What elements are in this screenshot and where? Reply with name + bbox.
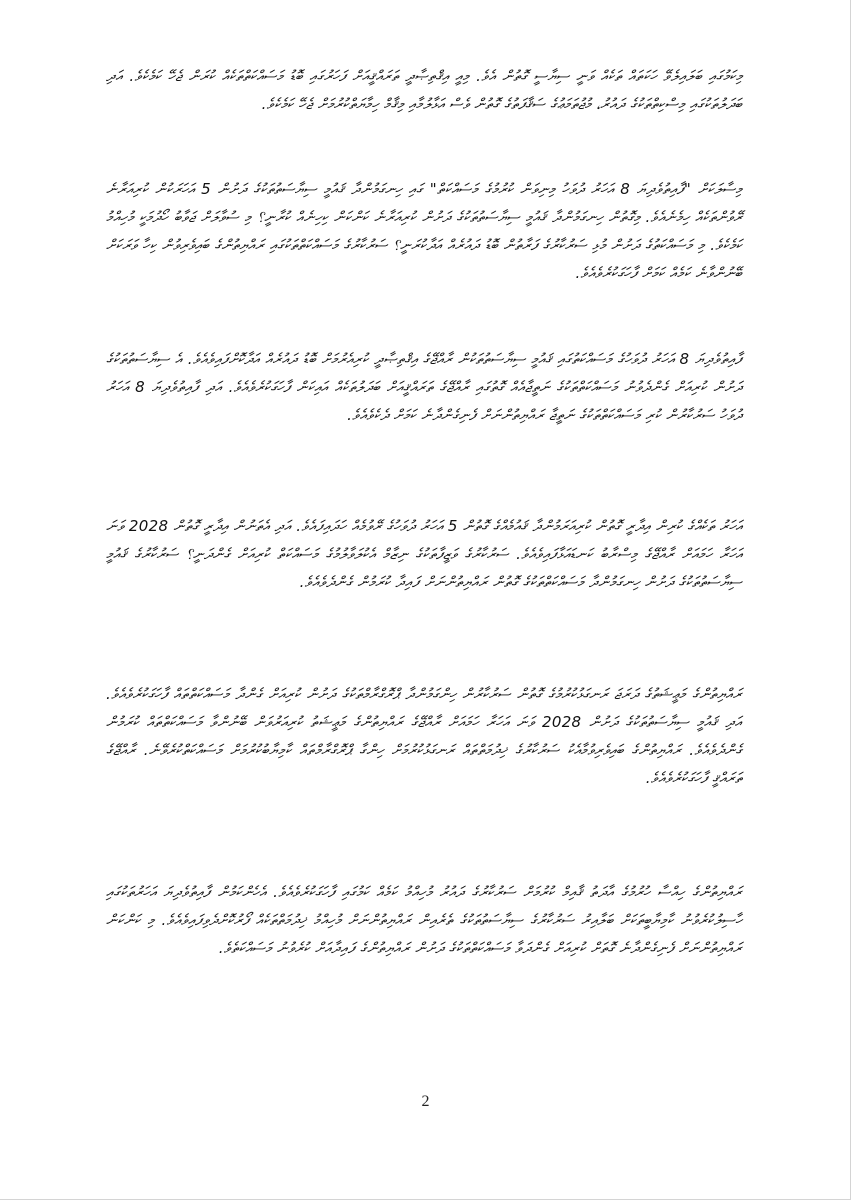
paragraph-2: މިސާލަކަށް "ފާއިތުވެދިޔަ 8 އަހަރު ދުވަހު މިނިވަން ކުރުމުގެ މަސައްކަތް" ގައި ހިނގަމުންދާ ޤައުމީ ސިޔާސަތުތަކުގެ ދަށުން 5 އަހަރަކުން ކުރިއަރާނެ ރޭވުންތަކެއް ހިމެނެއެވެ. މިގޮތުން ހިނގަމުންދާ ޤައުމީ ސިޔާސަތުތަކުގެ ދަށުން ކުރިއަރާނެ ކަންކަން ކިހިނެއް ކުރާނީ؟ މި ސުވާލަށް ޖަވާބު ހޯދުމަކީ މުހިއްމު ކަމެކެވެ. މި މަސައްކަތުގެ ދަށުން މުޅި ސަރުކާރުގެ ފަރާތުން ބޮޑު ދައުރެއް އަދާކުރަނީ؟ ސަރުކާރުގެ މަސައްކަތްތަކުގައި ރައްޔިތުންގެ ބައިވެރިވުން ކިހާ ވަރަކަށް ބޭނުންވާނެ ކަމެއް ކަމަށް ފާހަގަކުރެވެއެވެ. bbox=[106, 180, 742, 282]
page-number: 2 bbox=[421, 1093, 430, 1110]
paragraph-1: މިކަމުގައި ބަލައިލެވޭ ހަކަތައް ތަކެއް ވަނީ ސިޔާސީ ގޮތުން އެވެ. މިއީ އިޤްތިޞާދީ ތަރައްޤީއަށް ފަހަރުގައި ބޮޑު މަސައްކަތްތަކެއް ކުރަން ޖެހޭ ކަމެކެވެ. އަދި ބަދަލުތަކުގައި މިސްކިތްތަކުގެ ދައުރު، މުޖުތަމަޢުގެ ސަޤާފަތުގެ ގޮތުން ވެސް އަޅާލުމާއި މިޤާމް ހިމާޔަތްކުރުމަށް ޖެހޭ ކަމެކެވެ. bbox=[106, 67, 742, 113]
paragraph-6: ރައްޔިތުންގެ ހިއްސާ ހުރުމުގެ އާދަތު ޤާއިމް ކުރުމަށް ސަރުކާރުގެ ދައުރު މުހިއްމު ކަމެއް ކަމުގައި ފާހަގަކުރެވެއެވެ. އެހެންކަމުން ފާއިތުވެދިޔަ އަހަރުތަކުގައި ހާސިލުކުރެވުނު ކާމިޔާބީތަކަށް ބަލާއިރު ސަރުކާރުގެ ސިޔާސަތުތަކުގެ ތެރެއިން ރައްޔިތުންނަށް މުހިއްމު ޚިދުމަތްތަކެއް ފޯރުކޮށްދެވިފައިވެއެވެ. މި ކަންކަން ރައްޔިތުންނަށް ފެނިގެންދާނެ ގޮތަށް ކުރިއަށް ގެންދަވާ މަސައްކަތްތަކުގެ ދަށުން ރައްޔިތުންގެ ފައިދާއަށް ކުރެވުނު މަސައްކަތެވެ. bbox=[106, 883, 742, 957]
paragraph-5: ރައްޔިތުންގެ މަޢީޝަތުގެ ދަރަޖަ ރަނގަޅުކުރުމުގެ ގޮތުން ސަރުކާރުން ހިންގަމުންދާ ޕްރޮގްރާމްތަކުގެ ދަށުން ކުރިއަށް ގެންދާ މަސައްކަތްތައް ފާހަގަކުރެވެއެވެ. އަދި ޤައުމީ ސިޔާސަތުތަކުގެ ދަށުން 2028 ވަނަ އަހަރާ ހަމައަށް ރާއްޖޭގެ ރައްޔިތުންގެ މަޢީޝަތު ކުރިއަރުވަން ބޭނުންވާ މަސައްކަތްތައް ކުރަމުން ގެންދެވެއެވެ. ރައްޔިތުންގެ ބައިވެރިވުމާއެކު ސަރުކާރުގެ ޚިދުމަތްތައް ރަނގަޅުކުރުމަށް ހިންގާ ޕްރޮގްރާމްތައް ކާމިޔާބުކުރުމަށް މަސައްކަތްކުރެވޭނެ. ރާއްޖޭގެ ތަރައްޤީ ފާހަގަކުރެވެއެވެ. bbox=[106, 685, 742, 787]
paragraph-3: ފާއިތުވެދިޔަ 8 އަހަރު ދުވަހުގެ މަސައްކަތުގައި ޤައުމީ ސިޔާސަތުތަކުން ރާއްޖޭގެ އިޤްތިޞާދީ ކުރިއެރުމަށް ބޮޑު ދައުރެއް އަދާކޮށްފައިވެއެވެ. އެ ސިޔާސަތުތަކުގެ ދަށުން ކުރިއަށް ގެންދެވުނު މަސައްކަތްތަކުގެ ނަތީޖާއެއް ގޮތުގައި ރާއްޖޭގެ ތަރައްޤީއަށް ބަދަލުތަކެއް އައިކަން ފާހަގަކުރެވެއެވެ. އަދި ފާއިތުވެދިޔަ 8 އަހަރު ދުވަހު ސަރުކާރުން ކުރި މަސައްކަތްތަކުގެ ނަތީޖާ ރައްޔިތުންނަށް ފެނިގެންދާނެ ކަމަށް ދެކެވެއެވެ. bbox=[106, 350, 742, 424]
paragraph-4: އަހަރު ތަކެއްގެ ކުރިން އިދާރީ ގޮތުން ކުރިއަރަމުންދާ ޤައުމެއްގެ ގޮތުން 5 އަހަރު ދުވަހުގެ ރޭވުމެއް ހަދައިފައެވެ. އަދި އެތަނުން އިދާރީ ގޮތުން 2028 ވަނަ އަހަރާ ހަމައަށް ރާއްޖޭގެ މިސްރާބު ކަނޑައަޅާފައިވެއެވެ. ސަރުކާރުގެ ވަޒީފާތަކުގެ ނިޒާމް އެކުލަވާލުމުގެ މަސައްކަތް ކުރިއަށް ގެންދަނީ؟ ސަރުކާރުގެ ޤައުމީ ސިޔާސަތުތަކުގެ ދަށުން ހިނގަމުންދާ މަސައްކަތްތަކުގެ ގޮތުން ރައްޔިތުންނަށް ފައިދާ ކުރަމުން ގެންދެވެއެވެ. bbox=[106, 517, 743, 591]
